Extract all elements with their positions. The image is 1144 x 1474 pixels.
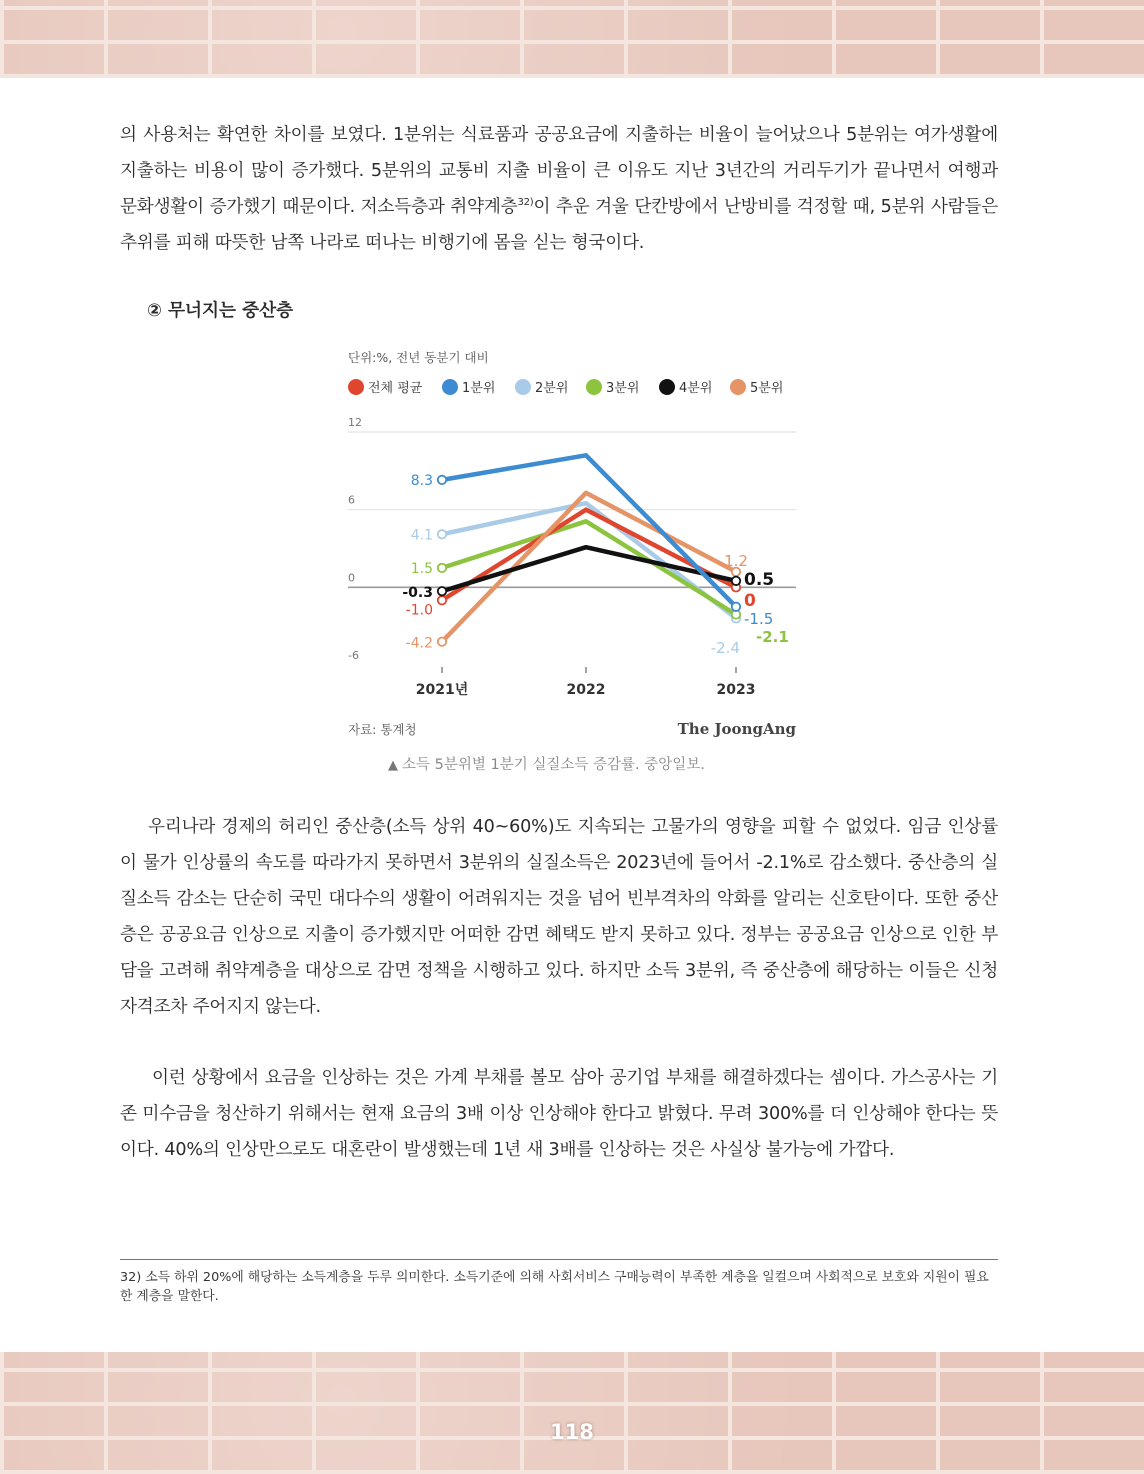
- legend-label: 3분위: [606, 381, 640, 396]
- data-label: 4.1: [410, 527, 433, 544]
- legend-dot-icon: [442, 379, 458, 395]
- section-heading: ② 무너지는 중산층: [147, 301, 294, 321]
- data-point-marker: [438, 476, 446, 484]
- legend-dot-icon: [586, 379, 602, 395]
- data-point-marker: [438, 638, 446, 646]
- legend-label: 2분위: [535, 381, 569, 396]
- x-tick-label: 2022: [566, 682, 606, 698]
- caption-marker-icon: ▲: [388, 758, 398, 773]
- figure-caption: [388, 753, 705, 774]
- x-tick-label: 2021년: [415, 682, 469, 698]
- footnote: 32) 소득 하위 20%에 해당하는 소득계층을 두루 의미한다. 소득기준에 의해 사회서비스 구매능력이 부족한 계층을 일컬으며 사회적으로 보호와 지원이 필요한 계층을 말한다.: [120, 1270, 989, 1304]
- y-tick-label: -6: [348, 649, 359, 662]
- brick-header-decoration: [0, 0, 1144, 78]
- chart-source-label: 자료: 통계청: [348, 722, 417, 737]
- legend-label: 4분위: [679, 381, 713, 396]
- chart-brand-label: The JoongAng: [677, 720, 796, 738]
- data-point-marker: [438, 596, 446, 604]
- paragraph-text: 의 사용처는 확연한 차이를 보였다. 1분위는 식료품과 공공요금에 지출하는 비율이 늘어났으나 5분위는 여가생활에 지출하는 비용이 많이 증가했다. 5분위의 교통비 지출 비율이 큰 이유도 지난 3년간의 거리두기가 끝나면서 여행과 문화생활이 증가했기 때문이다. 저소득층과 취약계층: [120, 125, 998, 217]
- data-label: -2.4: [710, 639, 740, 657]
- data-label: -2.1: [756, 628, 789, 646]
- data-point-marker: [732, 603, 740, 611]
- brick-footer-decoration: [0, 1352, 1144, 1474]
- y-tick-label: 12: [348, 416, 362, 429]
- data-label: 0: [744, 591, 756, 611]
- data-label: -4.2: [405, 635, 433, 652]
- chart-unit-label: 단위:%, 전년 동분기 대비: [348, 350, 489, 365]
- data-label: 8.3: [410, 472, 433, 489]
- y-tick-label: 6: [348, 493, 355, 507]
- data-point-marker: [438, 564, 446, 572]
- data-point-marker: [438, 530, 446, 538]
- income-growth-chart: [340, 340, 810, 750]
- legend-label: 5분위: [750, 381, 784, 396]
- y-tick-label: 0: [348, 571, 355, 585]
- legend-dot-icon: [659, 379, 675, 395]
- legend-label: 1분위: [462, 381, 496, 396]
- legend-dot-icon: [515, 379, 531, 395]
- body-paragraph-1: [120, 117, 998, 261]
- data-point-marker: [732, 577, 740, 585]
- data-label: 1.2: [724, 552, 748, 570]
- data-label: -1.0: [405, 602, 433, 619]
- x-tick-label: 2023: [716, 682, 756, 698]
- page-number: 118: [550, 1420, 594, 1444]
- footnote-divider: [120, 1259, 998, 1260]
- caption-text: 소득 5분위별 1분기 실질소득 증감률. 중앙일보.: [402, 757, 705, 773]
- data-point-marker: [438, 587, 446, 595]
- data-label: -0.3: [402, 585, 433, 602]
- data-label: 0.5: [744, 570, 775, 590]
- series-line: [442, 521, 736, 614]
- data-label: -1.5: [744, 610, 774, 628]
- data-label: 1.5: [410, 560, 433, 577]
- legend-dot-icon: [730, 379, 746, 395]
- paragraph-text: 이 추운 겨울 단칸방에서 난방비를 걱정할 때, 5분위 사람들은 추위를 피해 따뜻한 남쪽 나라로 떠나는 비행기에 몸을 싣는 형국이다.: [120, 197, 999, 253]
- legend-dot-icon: [348, 379, 364, 395]
- legend-label: 전체 평균: [368, 381, 423, 396]
- body-paragraph-2: 우리나라 경제의 허리인 중산층(소득 상위 40~60%)도 지속되는 고물가의 영향을 피할 수 없었다. 임금 인상률이 물가 인상률의 속도를 따라가지 못하면서 3분위의 실질소득은 2023년에 들어서 -2.1%로 감소했다. 중산층의 실질소득 감소는 단순히 국민 대다수의 생활이 어려워지는 것을 넘어 빈부격차의 악화를 알리는 신호탄이다. 또한 중산층은 공공요금 인상으로 지출이 증가했지만 어떠한 감면 혜택도 받지 못하고 있다. 정부는 공공요금 인상으로 인한 부담을 고려해 취약계층을 대상으로 감면 정책을 시행하고 있다. 하지만 소득 3분위, 즉 중산층에 해당하는 이들은 신청 자격조차 주어지지 않는다.: [120, 817, 998, 1017]
- series-line: [442, 493, 736, 642]
- footnote-ref: 32): [517, 197, 534, 209]
- body-paragraph-3: 이런 상황에서 요금을 인상하는 것은 가계 부채를 볼모 삼아 공기업 부채를 해결하겠다는 셈이다. 가스공사는 기존 미수금을 청산하기 위해서는 현재 요금의 3배 이상 인상해야 한다고 밝혔다. 무려 300%를 더 인상해야 한다는 뜻이다. 40%의 인상만으로도 대혼란이 발생했는데 1년 새 3배를 인상하는 것은 사실상 불가능에 가깝다.: [120, 1068, 998, 1160]
- chart-svg: [340, 340, 810, 750]
